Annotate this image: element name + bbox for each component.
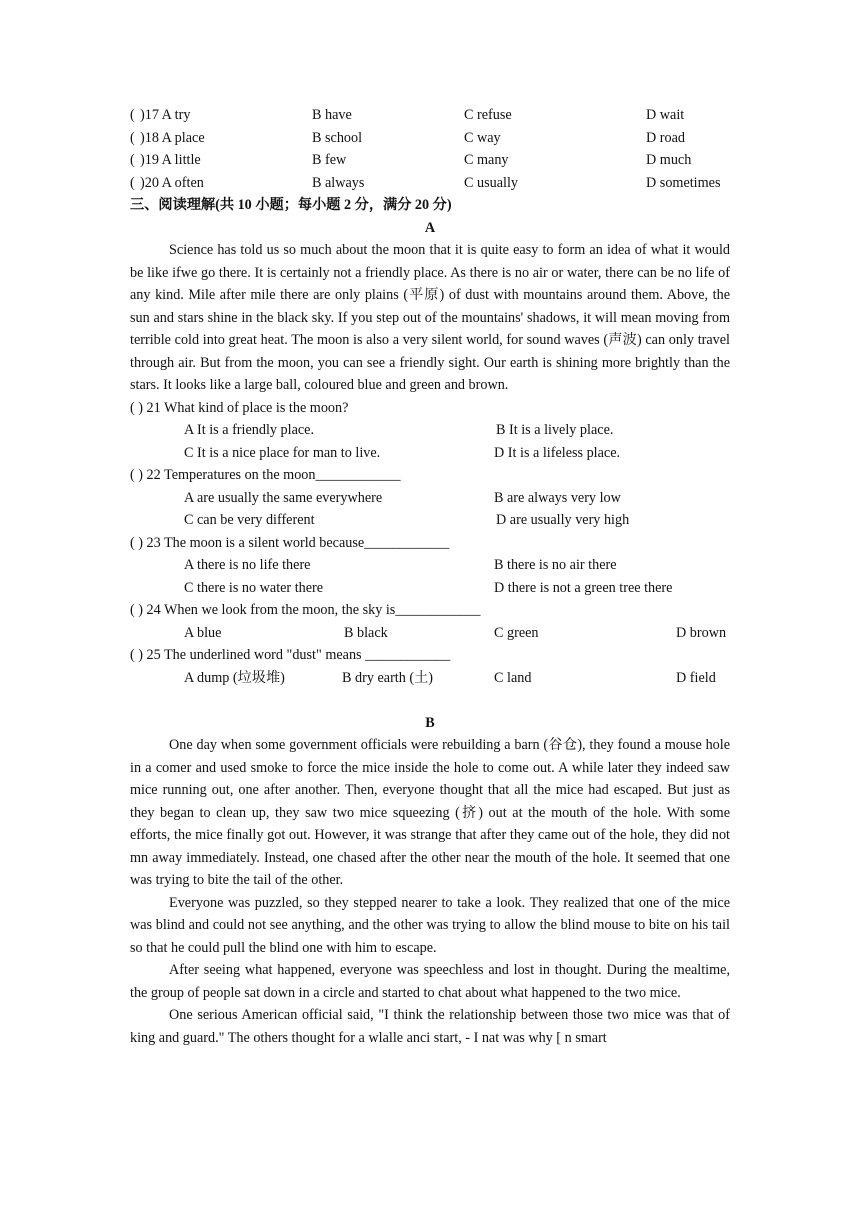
passage-b-paragraph-4: One serious American official said, "I think the relationship between those two mice was that of king and guard." The others thought for a wlalle anci start, - I nat was why [ n smart: [130, 1007, 730, 1046]
option-b: B there is no air there: [494, 557, 617, 573]
passage-a-text: Science has told us so much about the moon that it is quite easy to form an idea of what it would be like ifwe go there. It is certainly not a friendly place. As there is no air or water, there can be no life of any kind. Mile after mile there are only plains (平原) of dust with mountains around them. Above, the sun and stars shine in the black sky. If you step out of the mountains' shadows, it will mean moving from terrible cold into great heat. The moon is also a very silent world, for sound waves (声波) can only travel through air. But from the moon, you can see a friendly sight. Our earth is shining more brightly than the stars. It looks like a large ball, coloured blue and green and brown.: [130, 242, 730, 393]
option-a: A It is a friendly place.: [184, 422, 315, 438]
option-c: C way: [464, 129, 501, 146]
option-d: D brown: [676, 624, 727, 641]
question-23-options-cd: [130, 577, 730, 600]
option-c: C many: [464, 152, 509, 168]
option-b: B few: [312, 152, 347, 168]
question-23-stem: ( ) 23 The moon is a silent world because____________: [130, 534, 450, 551]
spacer: [130, 689, 730, 712]
option-a: A blue: [184, 624, 222, 641]
exam-page: [130, 104, 730, 1049]
option-c: C land: [494, 669, 532, 686]
cloze-row-20: [130, 172, 730, 195]
passage-a-label: A: [424, 219, 436, 236]
question-21-stem: ( ) 21 What kind of place is the moon?: [130, 399, 349, 416]
passage-b-paragraph-3: After seeing what happened, everyone was speechless and lost in thought. During the mealtime, the group of people sat down in a circle and started to chat about what happened to the two mice.: [130, 962, 730, 1001]
question-21-options-cd: [130, 442, 730, 465]
question-23-options-ab: [130, 554, 730, 577]
option-b: B dry earth (土): [342, 669, 434, 686]
passage-b-label: B: [425, 714, 435, 731]
option-b: B school: [312, 129, 363, 146]
answer-paren: (: [130, 152, 135, 168]
option-a: )18 A place: [140, 129, 205, 146]
passage-b-paragraph-2: Everyone was puzzled, so they stepped nearer to take a look. They realized that one of the mice was blind and could not see anything, and the other was trying to allow the blind mouse to bite on his tail so that he could pull the blind one with him to escape.: [130, 894, 730, 956]
option-d: D sometimes: [646, 174, 721, 191]
option-d: D It is a lifeless place.: [494, 444, 621, 461]
option-d: D are usually very high: [496, 512, 630, 528]
option-b: B always: [312, 174, 365, 191]
cloze-row-17: [130, 104, 730, 127]
option-a: A there is no life there: [184, 557, 311, 573]
option-a: A are usually the same everywhere: [184, 489, 383, 506]
cloze-row-18: [130, 127, 730, 150]
passage-b-paragraph-1: One day when some government officials were rebuilding a barn (谷仓), they found a mouse hole in a comer and used smoke to force the mice inside the hole to come out. A while later they indeed saw mice running out, one after another. Then, everyone thought that all the mice had escaped. But just as they began to clean up, they saw two mice squeezing (挤) out at the mouth of the hole. With some efforts, the mice finally got out. However, it was strange that after they came out of the hole, they did not mn away immediately. Instead, one chased after the other near the mouth of the hole. It seemed that one was trying to bite the tail of the other.: [130, 737, 730, 888]
option-c: C there is no water there: [184, 579, 324, 596]
option-c: C It is a nice place for man to live.: [184, 444, 381, 461]
option-a: )17 A try: [140, 107, 191, 123]
option-a: A dump (垃圾堆): [184, 669, 285, 686]
question-21-options-ab: [130, 419, 730, 442]
question-25-stem: ( ) 25 The underlined word "dust" means ____________: [130, 647, 451, 663]
option-a: )20 A often: [140, 174, 204, 191]
option-c: C green: [494, 624, 539, 641]
option-b: B black: [344, 624, 388, 641]
answer-paren: (: [130, 174, 135, 191]
option-d: D road: [646, 129, 686, 146]
option-c: C usually: [464, 174, 518, 191]
cloze-row-19: [130, 149, 730, 172]
option-d: D wait: [646, 107, 685, 123]
question-24-stem: ( ) 24 When we look from the moon, the sky is____________: [130, 602, 481, 618]
answer-paren: (: [130, 129, 135, 146]
question-22-options-cd: [130, 509, 730, 532]
question-24-options: [130, 622, 730, 645]
question-22-stem: ( ) 22 Temperatures on the moon____________: [130, 467, 401, 483]
option-d: D much: [646, 152, 692, 168]
option-b: B have: [312, 107, 352, 123]
question-22-options-ab: [130, 487, 730, 510]
option-c: C refuse: [464, 107, 512, 123]
option-c: C can be very different: [184, 512, 315, 528]
option-a: )19 A little: [140, 152, 201, 168]
section-title: 三、阅读理解(共 10 小题；每小题 2 分，满分 20 分): [130, 197, 452, 213]
option-d: D field: [676, 669, 716, 686]
option-d: D there is not a green tree there: [494, 579, 673, 596]
option-b: B are always very low: [494, 489, 621, 506]
option-b: B It is a lively place.: [496, 422, 614, 438]
question-25-options: [130, 667, 730, 690]
answer-paren: (: [130, 107, 135, 123]
